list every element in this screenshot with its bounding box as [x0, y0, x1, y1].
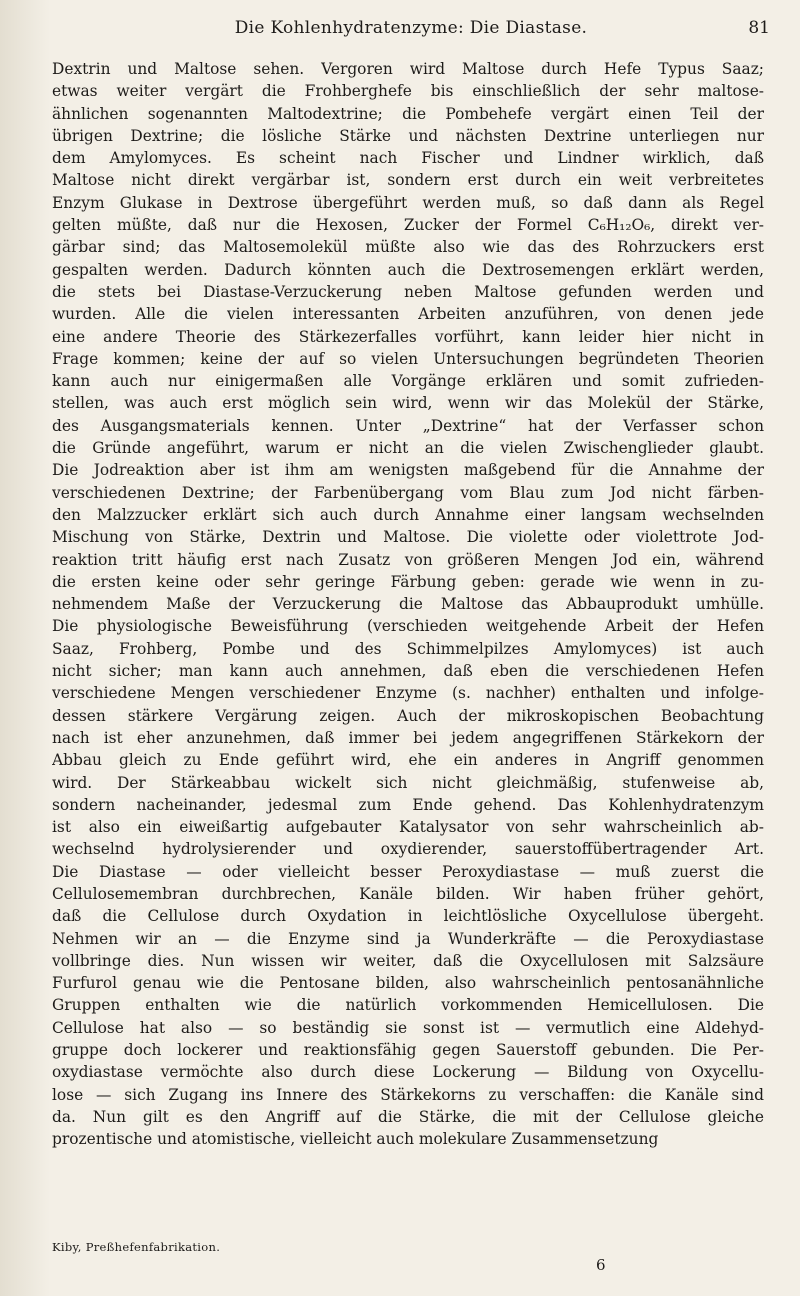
page-header [52, 18, 770, 42]
page-edge-shading [0, 0, 50, 1296]
text-line: sondern nacheinander, jedesmal zum Ende gehend. Das Kohlenhydratenzym [52, 795, 764, 814]
text-line: den Malzzucker erklärt sich auch durch Annahme einer langsam wechselnden [52, 505, 764, 524]
body-text [52, 58, 764, 1151]
text-line: dem Amylomyces. Es scheint nach Fischer und Lindner wirklich, daß [52, 149, 764, 168]
text-line: Cellulose hat also — so beständig sie sonst ist — vermutlich eine Aldehyd- [52, 1018, 764, 1037]
text-line: dessen stärkere Vergärung zeigen. Auch der mikroskopischen Beobachtung [52, 706, 764, 725]
text-line: prozentische und atomistische, vielleicht auch molekulare Zusammensetzung [52, 1130, 659, 1149]
text-line: verschiedenen Dextrine; der Farbenübergang vom Blau zum Jod nicht färben- [52, 483, 764, 502]
footnote: Kiby, Preßhefenfabrikation. [52, 1240, 221, 1254]
text-line: ist also ein eiweißartig aufgebauter Katalysator von sehr wahrscheinlich ab- [52, 818, 764, 837]
text-line: daß die Cellulose durch Oxydation in leichtlösliche Oxycellulose übergeht. [52, 907, 764, 926]
signature-mark: 6 [596, 1256, 606, 1274]
text-line: wurden. Alle die vielen interessanten Arbeiten anzuführen, von denen jede [52, 305, 764, 324]
text-line: nicht sicher; man kann auch annehmen, daß eben die verschiedenen Hefen [52, 662, 764, 681]
text-line: vollbringe dies. Nun wissen wir weiter, daß die Oxycellulosen mit Salzsäure [52, 951, 764, 970]
text-line: die Gründe angeführt, warum er nicht an die vielen Zwischenglieder glaubt. [52, 439, 764, 458]
text-line: ähnlichen sogenannten Maltodextrine; die Pombehefe vergärt einen Teil der [52, 104, 764, 123]
text-line: Maltose nicht direkt vergärbar ist, sondern erst durch ein weit verbreitetes [52, 171, 764, 190]
text-line: des Ausgangsmaterials kennen. Unter „Dextrine“ hat der Verfasser schon [52, 416, 764, 435]
text-line: nehmendem Maße der Verzuckerung die Maltose das Abbauprodukt umhülle. [52, 595, 764, 614]
text-line: lose — sich Zugang ins Innere des Stärkekorns zu verschaffen: die Kanäle sind [52, 1085, 764, 1104]
text-line: Frage kommen; keine der auf so vielen Untersuchungen begründeten Theorien [52, 349, 764, 368]
text-line: eine andere Theorie des Stärkezerfalles vorführt, kann leider hier nicht in [52, 327, 764, 346]
text-line: gelten müßte, daß nur die Hexosen, Zucker der Formel C₆H₁₂O₆, direkt ver- [52, 216, 764, 235]
text-line: gespalten werden. Dadurch könnten auch die Dextrosemengen erklärt werden, [52, 260, 764, 279]
text-line: die ersten keine oder sehr geringe Färbung geben: gerade wie wenn in zu- [52, 572, 764, 591]
text-line: Furfurol genau wie die Pentosane bilden, also wahrscheinlich pentosanähnliche [52, 974, 764, 993]
text-line: da. Nun gilt es den Angriff auf die Stärke, die mit der Cellulose gleiche [52, 1107, 764, 1126]
text-line: kann auch nur einigermaßen alle Vorgänge erklären und somit zufrieden- [52, 372, 764, 391]
text-line: stellen, was auch erst möglich sein wird, wenn wir das Molekül der Stärke, [52, 394, 764, 413]
text-line: Cellulosemembran durchbrechen, Kanäle bilden. Wir haben früher gehört, [52, 884, 764, 903]
text-line: Abbau gleich zu Ende geführt wird, ehe ein anderes in Angriff genommen [52, 751, 764, 770]
text-line: reaktion tritt häufig erst nach Zusatz von größeren Mengen Jod ein, während [52, 550, 764, 569]
text-line: wird. Der Stärkeabbau wickelt sich nicht gleichmäßig, stufenweise ab, [52, 773, 764, 792]
text-line: Saaz, Frohberg, Pombe und des Schimmelpilzes Amylomyces) ist auch [52, 639, 764, 658]
text-line: wechselnd hydrolysierender und oxydierender, sauerstoffübertragender Art. [52, 840, 764, 859]
running-head: Die Kohlenhydratenzyme: Die Diastase. [234, 18, 588, 38]
text-line: Die Jodreaktion aber ist ihm am wenigsten maßgebend für die Annahme der [52, 461, 764, 480]
text-line: oxydiastase vermöchte also durch diese Lockerung — Bildung von Oxycellu- [52, 1063, 764, 1082]
text-line: gruppe doch lockerer und reaktionsfähig gegen Sauerstoff gebunden. Die Per- [52, 1041, 764, 1060]
text-line: Nehmen wir an — die Enzyme sind ja Wunderkräfte — die Peroxydiastase [52, 929, 764, 948]
text-line: Mischung von Stärke, Dextrin und Maltose. Die violette oder violettrote Jod- [52, 528, 764, 547]
text-line: die stets bei Diastase-Verzuckerung neben Maltose gefunden werden und [52, 282, 764, 301]
text-line: Enzym Glukase in Dextrose übergeführt werden muß, so daß dann als Regel [52, 193, 764, 212]
text-line: übrigen Dextrine; die lösliche Stärke und nächsten Dextrine unterliegen nur [52, 126, 764, 145]
text-line: etwas weiter vergärt die Frohberghefe bis einschließlich der sehr maltose- [52, 82, 764, 101]
text-line: verschiedene Mengen verschiedener Enzyme (s. nachher) enthalten und infolge- [52, 684, 764, 703]
text-line: gärbar sind; das Maltosemolekül müßte also wie das des Rohrzuckers erst [52, 238, 764, 257]
page-number: 81 [748, 18, 770, 38]
text-line: Gruppen enthalten wie die natürlich vorkommenden Hemicellulosen. Die [52, 996, 764, 1015]
text-line: Die Diastase — oder vielleicht besser Peroxydiastase — muß zuerst die [52, 862, 764, 881]
text-line: Dextrin und Maltose sehen. Vergoren wird Maltose durch Hefe Typus Saaz; [52, 60, 764, 78]
text-line: Die physiologische Beweisführung (verschieden weitgehende Arbeit der Hefen [52, 617, 764, 636]
text-line: nach ist eher anzunehmen, daß immer bei jedem angegriffenen Stärkekorn der [52, 728, 764, 747]
